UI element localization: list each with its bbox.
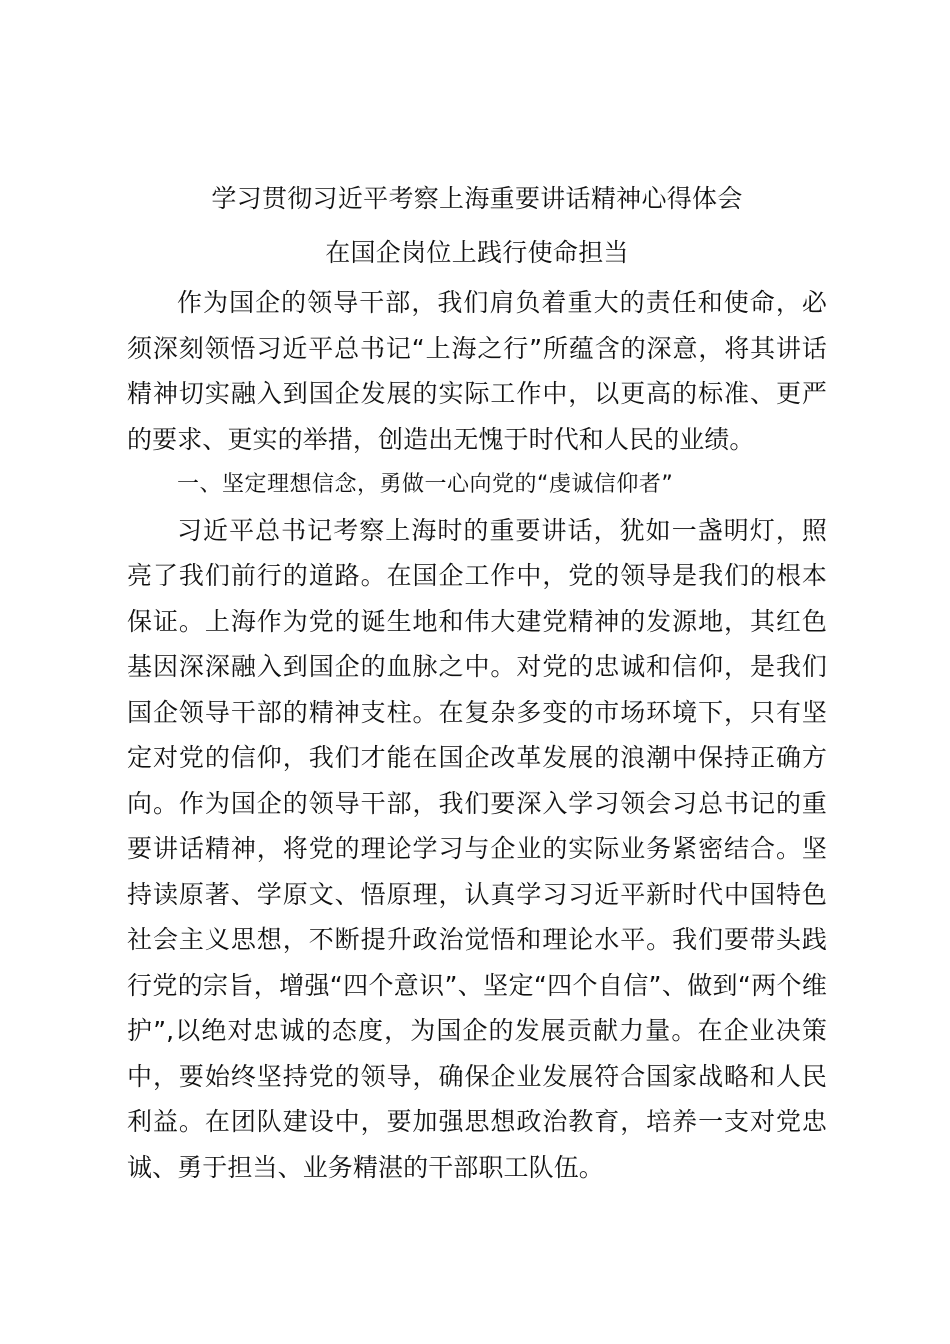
paragraph-1: 作为国企的领导干部，我们肩负着重大的责任和使命，必须深刻领悟习近平总书记“上海之行”所蕴含的深意，将其讲话精神切实融入到国企发展的实际工作中，以更高的标准、更严的要求、更实的举措，创造出无愧于时代和人民的业绩。 bbox=[127, 288, 827, 454]
document-title-line2: 在国企岗位上践行使命担当 bbox=[325, 238, 629, 267]
paragraph-2: 习近平总书记考察上海时的重要讲话，犹如一盏明灯，照亮了我们前行的道路。在国企工作中，党的领导是我们的根本保证。上海作为党的诞生地和伟大建党精神的发源地，其红色基因深深融入到国企的血脉之中。对党的忠诚和信仰，是我们国企领导干部的精神支柱。在复杂多变的市场环境下，只有坚定对党的信仰，我们才能在国企改革发展的浪潮中保持正确方向。作为国企的领导干部，我们要深入学习领会习总书记的重要讲话精神，将党的理论学习与企业的实际业务紧密结合。坚持读原著、学原文、悟原理，认真学习习近平新时代中国特色社会主义思想，不断提升政治觉悟和理论水平。我们要带头践行党的宗旨，增强“四个意识”、坚定“四个自信”、做到“两个维护”,以绝对忠诚的态度，为国企的发展贡献力量。在企业决策中，要始终坚持党的领导，确保企业发展符合国家战略和人民利益。在团队建设中，要加强思想政治教育，培养一支对党忠诚、勇于担当、业务精湛的干部职工队伍。 bbox=[127, 515, 827, 1182]
section-1-heading: 一、坚定理想信念，勇做一心向党的“虔诚信仰者” bbox=[177, 472, 674, 497]
document-page bbox=[127, 172, 827, 1190]
document-title-line1: 学习贯彻习近平考察上海重要讲话精神心得体会 bbox=[211, 184, 743, 213]
